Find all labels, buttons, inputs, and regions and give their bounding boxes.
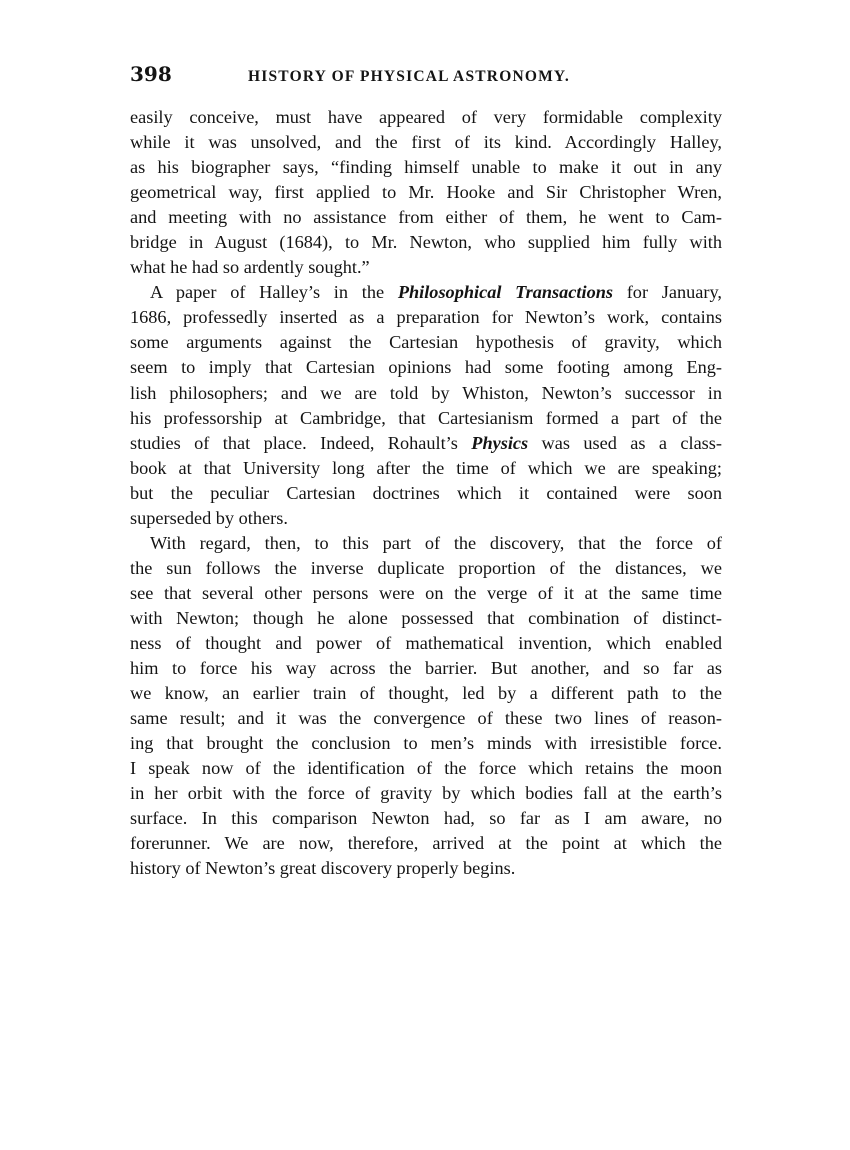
text-line: 1686, professedly inserted as a preparation for Newton’s work, contains: [130, 307, 722, 328]
text-line: geometrical way, first applied to Mr. Hooke and Sir Christopher Wren,: [130, 182, 722, 203]
text-line: surface. In this comparison Newton had, so far as I am aware, no: [130, 808, 722, 829]
text-line: book at that University long after the time of which we are speaking;: [130, 457, 722, 478]
text-line: lish philosophers; and we are told by Whiston, Newton’s successor in: [130, 382, 722, 403]
text-line: A paper of Halley’s in the Philosophical Transactions for January,: [150, 282, 722, 303]
page-number: 398: [130, 62, 172, 86]
text-line: ing that brought the conclusion to men’s minds with irresistible force.: [130, 733, 722, 754]
text-line: while it was unsolved, and the first of its kind. Accordingly Halley,: [130, 132, 722, 153]
text-line: the sun follows the inverse duplicate proportion of the distances, we: [130, 557, 722, 578]
text-line: what he had so ardently sought.”: [130, 257, 370, 278]
text-line: easily conceive, must have appeared of very formidable complexity: [130, 107, 722, 127]
text-line: same result; and it was the convergence of these two lines of reason-: [130, 708, 722, 729]
book-title-italic: Physics: [471, 432, 529, 453]
text-line: see that several other persons were on the verge of it at the same time: [130, 582, 722, 603]
running-head: HISTORY OF PHYSICAL ASTRONOMY.: [248, 68, 570, 85]
text-line: him to force his way across the barrier. But another, and so far as: [130, 658, 722, 679]
text-line: in her orbit with the force of gravity by which bodies fall at the earth’s: [130, 783, 722, 804]
text-line: bridge in August (1684), to Mr. Newton, who supplied him fully with: [130, 232, 722, 253]
text-line: I speak now of the identification of the force which retains the moon: [130, 758, 722, 779]
text-line: seem to imply that Cartesian opinions had some footing among Eng-: [130, 357, 722, 378]
paragraph-1: [130, 105, 722, 280]
book-page: [130, 62, 722, 881]
text-line: but the peculiar Cartesian doctrines which it contained were soon: [130, 482, 722, 503]
text-line: his professorship at Cambridge, that Cartesianism formed a part of the: [130, 407, 722, 428]
book-title-italic: Philosophical Transactions: [397, 282, 613, 303]
paragraph-2: [130, 280, 722, 530]
text-line: ness of thought and power of mathematical invention, which enabled: [130, 632, 722, 653]
text-line: history of Newton’s great discovery properly begins.: [130, 858, 516, 879]
page-header: [130, 62, 722, 102]
text-line: some arguments against the Cartesian hypothesis of gravity, which: [130, 332, 722, 353]
paragraph-3: [130, 531, 722, 882]
text-line: as his biographer says, “finding himself unable to make it out in any: [130, 157, 722, 178]
text-line: superseded by others.: [130, 507, 288, 528]
text-line: we know, an earlier train of thought, led by a different path to the: [130, 683, 722, 704]
text-line: forerunner. We are now, therefore, arrived at the point at which the: [130, 833, 722, 854]
text-line: studies of that place. Indeed, Rohault’s Physics was used as a class-: [130, 432, 722, 453]
text-line: With regard, then, to this part of the discovery, that the force of: [150, 532, 722, 553]
text-line: and meeting with no assistance from either of them, he went to Cam-: [130, 207, 722, 228]
text-line: with Newton; though he alone possessed that combination of distinct-: [130, 607, 722, 628]
